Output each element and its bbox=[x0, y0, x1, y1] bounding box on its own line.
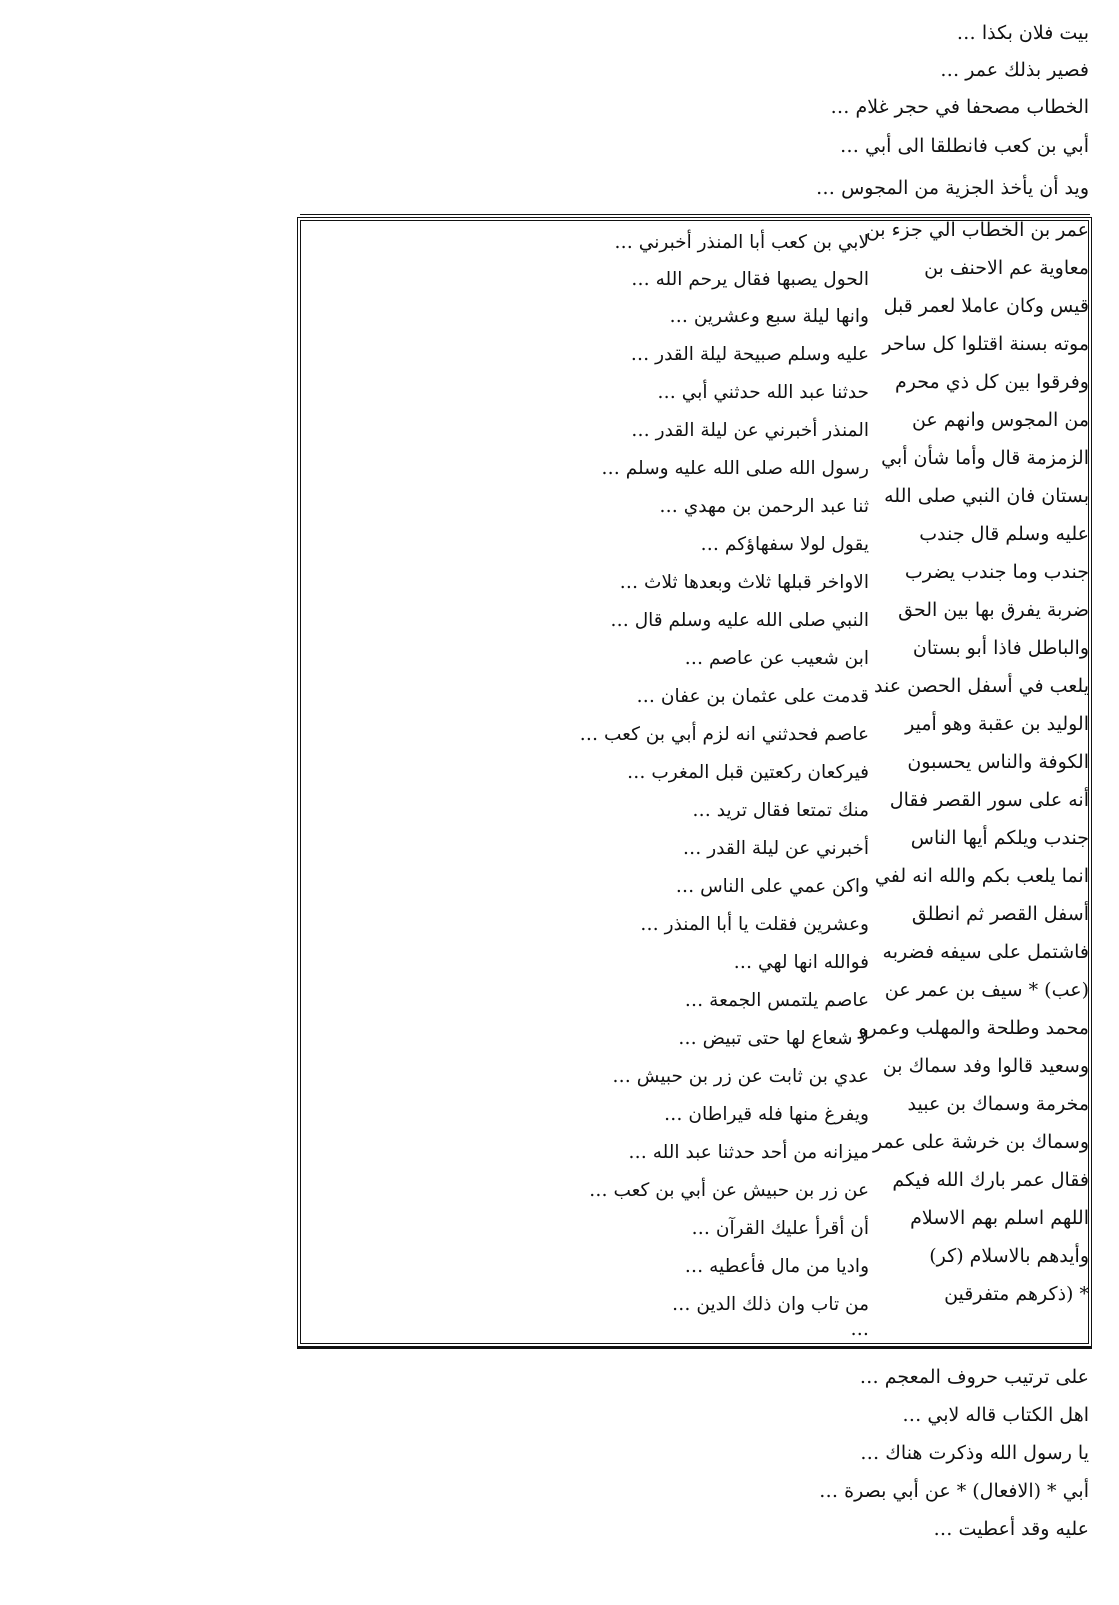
box-line: النبي صلى الله عليه وسلم قال … bbox=[610, 610, 869, 631]
top-line: بيت فلان بكذا … bbox=[956, 22, 1089, 44]
box-line: ابن شعيب عن عاصم … bbox=[684, 648, 869, 669]
box-line: عاصم يلتمس الجمعة … bbox=[684, 990, 869, 1011]
box-line: الحول يصبها فقال يرحم الله … bbox=[631, 269, 869, 290]
top-line: ويد أن يأخذ الجزية من المجوس … bbox=[816, 177, 1089, 199]
side-line: الوليد بن عقبة وهو أمير bbox=[905, 713, 1089, 735]
side-line: أسفل القصر ثم انطلق bbox=[911, 903, 1089, 925]
box-line: فوالله انها لهي … bbox=[733, 952, 869, 973]
top-line: فصير بذلك عمر … bbox=[940, 59, 1089, 81]
box-line: واكن عمي على الناس … bbox=[675, 876, 869, 897]
side-line: موته بسنة اقتلوا كل ساحر bbox=[882, 333, 1089, 355]
side-line: جندب وما جندب يضرب bbox=[904, 561, 1089, 583]
side-line: عمر بن الخطاب الي جزء بن bbox=[865, 219, 1089, 241]
box-line: الاواخر قبلها ثلاث وبعدها ثلاث … bbox=[619, 572, 869, 593]
bottom-line: يا رسول الله وذكرت هناك … bbox=[860, 1442, 1089, 1464]
side-line: فقال عمر بارك الله فيكم bbox=[892, 1169, 1089, 1191]
side-line: بستان فان النبي صلى الله bbox=[884, 485, 1089, 507]
box-line: منك تمتعا فقال تريد … bbox=[692, 800, 869, 821]
side-line: (عب) * سيف بن عمر عن bbox=[884, 979, 1089, 1001]
side-line: محمد وطلحة والمهلب وعمرو bbox=[858, 1017, 1089, 1039]
box-line: عاصم فحدثني انه لزم أبي بن كعب … bbox=[579, 724, 869, 745]
top-line: أبي بن كعب فانطلقا الى أبي … bbox=[839, 135, 1089, 157]
box-line: قدمت على عثمان بن عفان … bbox=[636, 686, 869, 707]
side-line: وأيدهم بالاسلام (كر) bbox=[929, 1245, 1089, 1267]
box-line: عن زر بن حبيش عن أبي بن كعب … bbox=[589, 1180, 869, 1201]
side-line: معاوية عم الاحنف بن bbox=[924, 257, 1089, 279]
side-line: أنه على سور القصر فقال bbox=[889, 789, 1089, 811]
box-line: وانها ليلة سبع وعشرين … bbox=[669, 306, 869, 327]
side-line: مخرمة وسماك بن عبيد bbox=[907, 1093, 1089, 1115]
side-line: والباطل فاذا أبو بستان bbox=[912, 637, 1089, 659]
box-line: ثنا عبد الرحمن بن مهدي … bbox=[659, 496, 869, 517]
box-line: واديا من مال فأعطيه … bbox=[684, 1256, 869, 1277]
side-line: قيس وكان عاملا لعمر قبل bbox=[883, 295, 1089, 317]
bottom-line: على ترتيب حروف المعجم … bbox=[859, 1366, 1089, 1388]
box-line: عدي بن ثابت عن زر بن حبيش … bbox=[612, 1066, 869, 1087]
box-line: المنذر أخبرني عن ليلة القدر … bbox=[631, 420, 869, 441]
side-line: وسماك بن خرشة على عمر bbox=[872, 1131, 1089, 1153]
box-line: … bbox=[850, 1319, 869, 1340]
box-line: حدثنا عبد الله حدثني أبي … bbox=[657, 382, 869, 403]
side-line: الكوفة والناس يحسبون bbox=[907, 751, 1089, 773]
bottom-line: أبي * (الافعال) * عن أبي بصرة … bbox=[819, 1480, 1089, 1502]
box-line: لابي بن كعب أبا المنذر أخبرني … bbox=[614, 232, 869, 253]
side-line: ضربة يفرق بها بين الحق bbox=[898, 599, 1089, 621]
box-line: لا شعاع لها حتى تبيض … bbox=[678, 1028, 869, 1049]
side-line: الزمزمة قال وأما شأن أبي bbox=[881, 447, 1089, 469]
bottom-divider bbox=[297, 1347, 1092, 1349]
box-line: من تاب وان ذلك الدين … bbox=[672, 1294, 869, 1315]
box-line: فيركعان ركعتين قبل المغرب … bbox=[627, 762, 869, 783]
bottom-line: اهل الكتاب قاله لابي … bbox=[902, 1404, 1089, 1426]
side-line: * (ذكرهم متفرقين bbox=[944, 1283, 1089, 1305]
side-line: يلعب في أسفل الحصن عند bbox=[874, 675, 1089, 697]
box-line: عليه وسلم صبيحة ليلة القدر … bbox=[630, 344, 869, 365]
box-line: ويفرغ منها فله قيراطان … bbox=[664, 1104, 869, 1125]
box-line: أخبرني عن ليلة القدر … bbox=[682, 838, 869, 859]
box-line: ميزانه من أحد حدثنا عبد الله … bbox=[628, 1142, 869, 1163]
side-line: وفرقوا بين كل ذي محرم bbox=[894, 371, 1089, 393]
box-line: يقول لولا سفهاؤكم … bbox=[700, 534, 869, 555]
box-line: وعشرين فقلت يا أبا المنذر … bbox=[640, 914, 869, 935]
side-line: عليه وسلم قال جندب bbox=[919, 523, 1089, 545]
side-line: اللهم اسلم بهم الاسلام bbox=[910, 1207, 1089, 1229]
side-line: فاشتمل على سيفه فضربه bbox=[882, 941, 1089, 963]
side-line: من المجوس وانهم عن bbox=[911, 409, 1089, 431]
box-line: رسول الله صلى الله عليه وسلم … bbox=[601, 458, 869, 479]
side-line: انما يلعب بكم والله انه لفي bbox=[874, 865, 1089, 887]
top-line: الخطاب مصحفا في حجر غلام … bbox=[830, 96, 1089, 118]
side-line: جندب ويلكم أيها الناس bbox=[910, 827, 1089, 849]
side-line: وسعيد قالوا وفد سماك بن bbox=[882, 1055, 1089, 1077]
bottom-line: عليه وقد أعطيت … bbox=[933, 1518, 1089, 1540]
box-line: أن أقرأ عليك القرآن … bbox=[691, 1218, 869, 1239]
